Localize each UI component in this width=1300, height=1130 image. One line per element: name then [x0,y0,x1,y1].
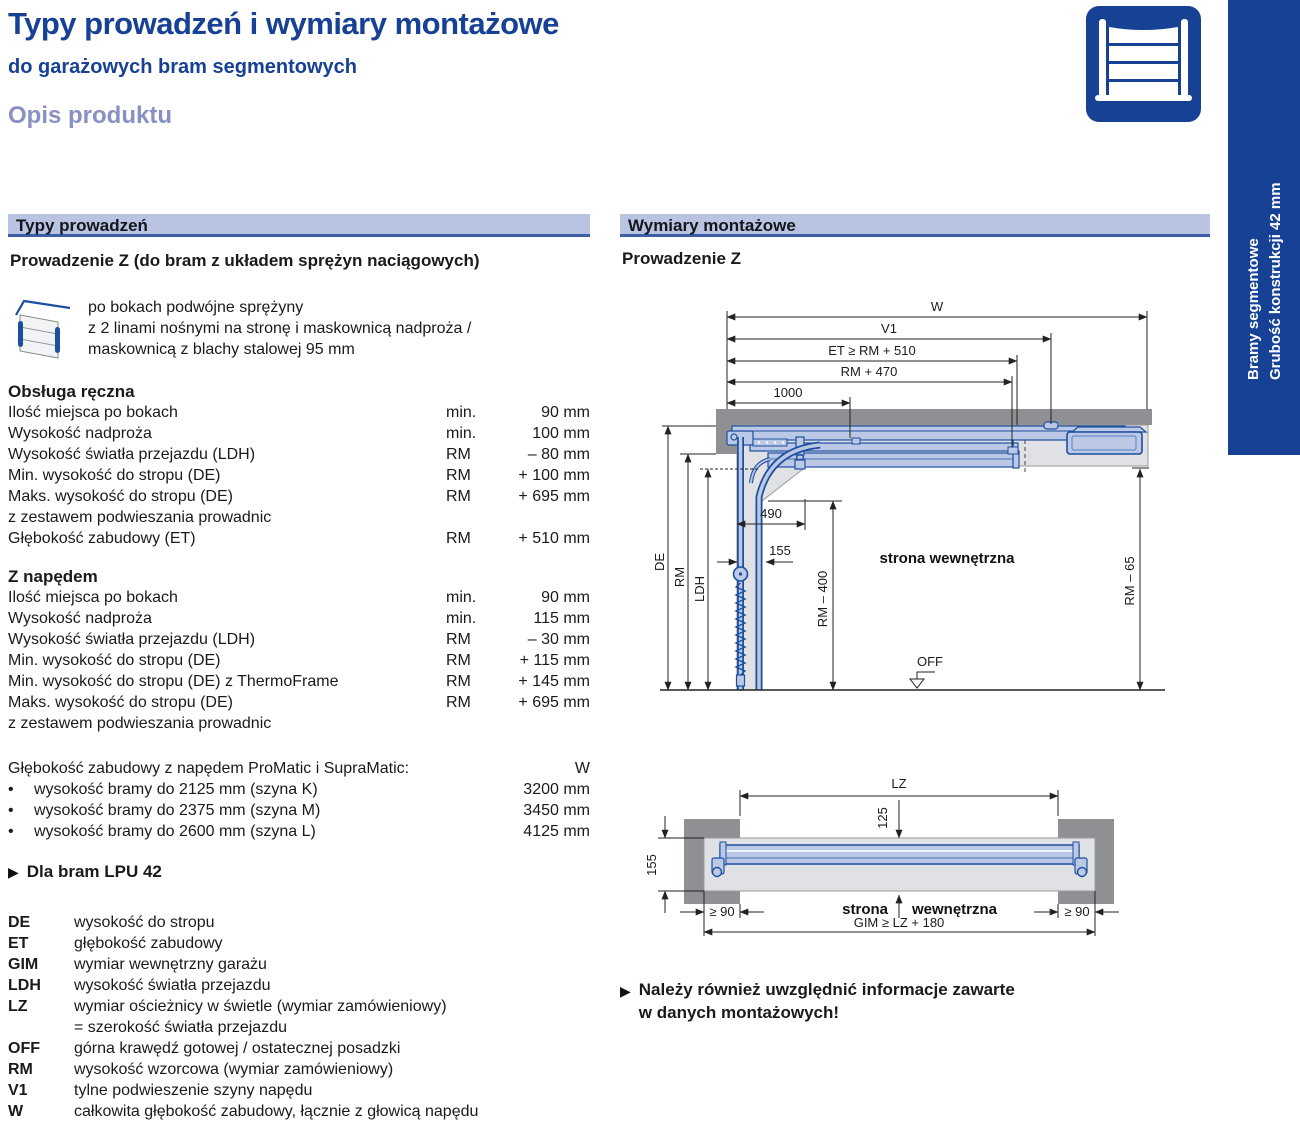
legend-row: V1 tylne podwieszenie szyny napędu [8,1082,313,1099]
depth-item: • wysokość bramy do 2375 mm (szyna M) 3450 mm [8,802,590,819]
dim-155-label: 155 [769,543,791,558]
table-row-note: z zestawem podwieszania prowadnic [8,509,272,526]
legend-row: LZ wymiar ościeżnicy w świetle (wymiar zamówieniowy) = szerokość światła przejazdu [8,998,447,1036]
track-z-description [8,295,590,366]
table-row: Min. wysokość do stropu (DE) RM + 100 mm [8,467,590,484]
table-row: Wysokość nadproża min. 115 mm [8,610,590,627]
side-tab-text [1228,0,1300,455]
side-tab-line2: Grubość konstrukcji 42 mm [1267,182,1284,380]
section-diagram-horizontal [620,760,1210,950]
legend-row: W całkowita głębokość zabudowy, łącznie z głowicą napędu [8,1103,479,1120]
mounting-note: ▶ Należy również uwzględnić informacje zawarte w danych montażowych! [620,980,1015,1022]
dim-w-label: W [930,299,944,314]
legend-row: DE wysokość do stropu [8,914,215,931]
dim-ldh-label: LDH [692,575,707,603]
section-diagram-vertical [620,287,1210,707]
table-row: Min. wysokość do stropu (DE) RM + 115 mm [8,652,590,669]
drive-head-unit [1067,432,1142,454]
dim-rm470-label: RM + 470 [840,364,898,379]
drive-boom-rail [732,426,1125,440]
legend-row: ET głębokość zabudowy [8,935,223,952]
table-row: Wysokość nadproża min. 100 mm [8,425,590,442]
triangle-marker-icon: ▶ [8,864,19,880]
track-z-title: Prowadzenie Z (do bram z układem sprężyn naciągowych) [10,251,480,270]
bullet-icon: • [8,802,14,819]
powered-title: Z napędem [8,567,98,586]
bullet-icon: • [8,781,14,798]
dim-490-label: 490 [760,506,782,521]
track-z-description-text: po bokach podwójne sprężyny z 2 linami nośnymi na stronę i maskownicą nadproża / maskownicą z blachy stalowej 95 mm [88,299,472,358]
table-row: Ilość miejsca po bokach min. 90 mm [8,404,590,421]
section-title: Opis produktu [8,102,172,129]
dim-90-left-label: ≥ 90 [709,904,735,919]
table-row: Maks. wysokość do stropu (DE) RM + 695 mm [8,694,590,711]
legend-row: RM wysokość wzorcowa (wymiar zamówieniowy) [8,1061,394,1078]
dim-lz-label: LZ [891,776,907,791]
sectional-door-icon [1085,5,1202,123]
dim-gim-label: GIM ≥ LZ + 180 [853,915,945,930]
off-label: OFF [917,654,943,669]
dim-v1-label: V1 [881,321,897,336]
spring-door-icon [8,295,74,361]
table-row: Głębokość zabudowy (ET) RM + 510 mm [8,530,590,547]
dim-90-right-label: ≥ 90 [1064,904,1090,919]
dim-125-label: 125 [875,807,890,829]
triangle-marker-icon: ▶ [620,983,631,999]
legend-row: LDH wysokość światła przejazdu [8,977,271,994]
table-row: Ilość miejsca po bokach min. 90 mm [8,589,590,606]
bullet-icon: • [8,823,14,840]
dim-rm65-label: RM – 65 [1122,556,1137,606]
inner-side-label-left: strona [842,901,888,918]
mounting-dimensions-column [620,214,1210,1024]
depth-header-row: Głębokość zabudowy z napędem ProMatic i SupraMatic: W [8,760,590,777]
dim-de-label: DE [652,552,667,572]
table-row: Min. wysokość do stropu (DE) z ThermoFrame RM + 145 mm [8,673,590,690]
side-tab [1228,0,1300,455]
legend [8,912,590,1122]
legend-row: OFF górna krawędź gotowej / ostatecznej posadzki [8,1040,401,1057]
track-types-header: Typy prowadzeń [8,214,590,237]
table-row-note: z zestawem podwieszania prowadnic [8,715,272,732]
dim-rm-label: RM [672,566,687,588]
inner-side-label: strona wewnętrzna [879,550,1015,567]
dim-155h-label: 155 [644,854,659,876]
dim-rm400-label: RM – 400 [815,570,830,628]
track-types-column [8,214,590,1122]
inner-side-label-right: wewnętrzna [912,901,998,918]
page-title: Typy prowadzeń i wymiary montażowe [8,6,559,41]
dim-et-label: ET ≥ RM + 510 [828,343,916,358]
table-row: Maks. wysokość do stropu (DE) RM + 695 mm [8,488,590,505]
depth-item: • wysokość bramy do 2125 mm (szyna K) 3200 mm [8,781,590,798]
side-tab-line1: Bramy segmentowe [1245,238,1262,380]
mounting-z-title: Prowadzenie Z [622,249,742,268]
manual-title: Obsługa ręczna [8,382,135,401]
depth-section [8,758,590,842]
page-subtitle: do garażowych bram segmentowych [8,56,357,78]
depth-item: • wysokość bramy do 2600 mm (szyna L) 4125 mm [8,823,590,840]
table-row: Wysokość światła przejazdu (LDH) RM – 30 mm [8,631,590,648]
legend-row: GIM wymiar wewnętrzny garażu [8,956,267,973]
dim-1000-label: 1000 [773,385,803,400]
for-doors-line: ▶ Dla bram LPU 42 [8,862,162,881]
table-row: Wysokość światła przejazdu (LDH) RM – 80 mm [8,446,590,463]
ceiling-slab [716,409,1152,425]
off-level-icon [917,672,935,679]
mounting-dimensions-header: Wymiary montażowe [620,214,1210,237]
door-panel [720,845,1079,864]
